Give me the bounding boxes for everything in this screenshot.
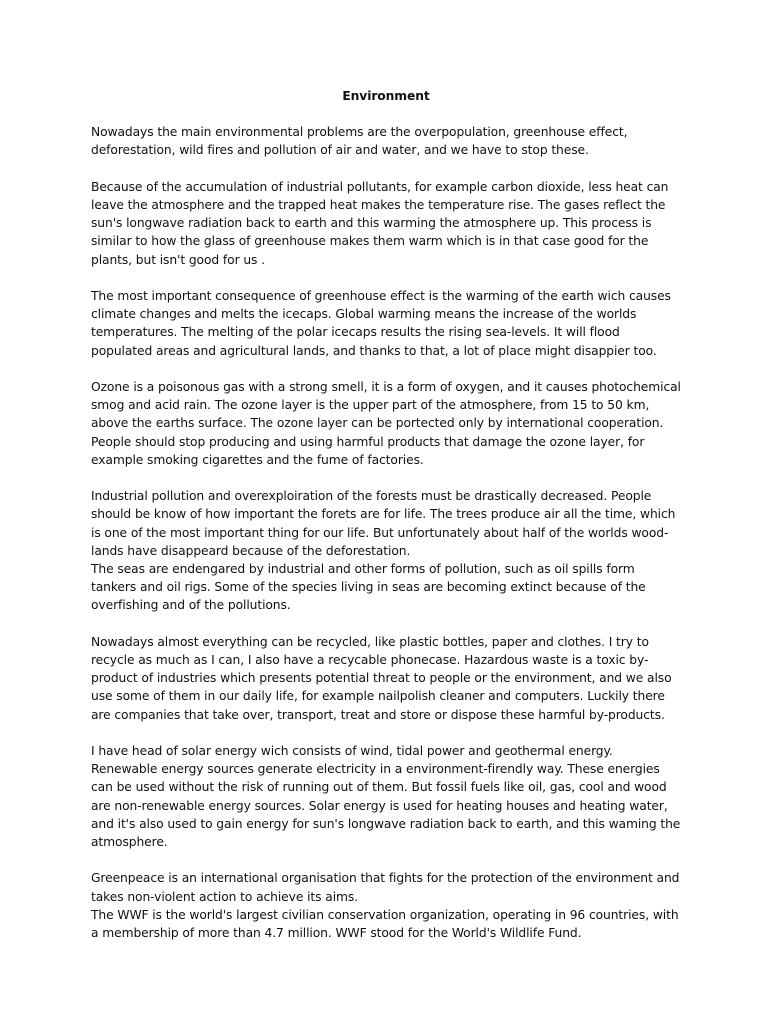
paragraph-forests: Industrial pollution and overexploiration of the forests must be drastically decreased. People should be know of how important the forets are for life. The trees produce air all the time, which is one of the most important thing for our life. But unfortunately about half of the worlds wood-lands have disappeard because of the deforestation. <box>91 489 676 558</box>
paragraph-energy: I have head of solar energy wich consists of wind, tidal power and geothermal energy. Renewable energy sources generate electricity in a environment-firendly way. These energies can be used without the risk of running out of them. But fossil fuels like oil, gas, cool and wood are non-renewable energy sources. Solar energy is used for heating houses and heating water, and it's also used to gain energy for sun's longwave radiation back to earth, and this waming the atmosphere. <box>91 744 681 850</box>
paragraph-greenhouse-consequence: The most important consequence of greenhouse effect is the warming of the earth wich causes climate changes and melts the icecaps. Global warming means the increase of the worlds temperatures. The melting of the polar icecaps results the rising sea-levels. It will flood populated areas and agricultural lands, and thanks to that, a lot of place might disappier too. <box>91 289 671 358</box>
paragraph-seas: The seas are endengared by industrial and other forms of pollution, such as oil spills form tankers and oil rigs. Some of the species living in seas are becoming extinct because of the overfishing and of the pollutions. <box>91 562 646 613</box>
document-title: Environment <box>342 89 430 103</box>
paragraph-wwf: The WWF is the world's largest civilian conservation organization, operating in 96 countries, with a membership of more than 4.7 million. WWF stood for the World's Wildlife Fund. <box>91 907 679 941</box>
paragraph-intro: Nowadays the main environmental problems are the overpopulation, greenhouse effect, deforestation, wild fires and pollution of air and water, and we have to stop these. <box>91 125 628 158</box>
paragraph-greenhouse-cause: Because of the accumulation of industrial pollutants, for example carbon dioxide, less heat can leave the atmosphere and the trapped heat makes the temperature rise. The gases reflect the sun's longwave radiation back to earth and this warming the atmosphere up. This process is similar to how the glass of greenhouse makes them warm which is in that case good for the plants, but isn't good for us . <box>91 179 669 267</box>
paragraph-recycling: Nowadays almost everything can be recycled, like plastic bottles, paper and clothes. I try to recycle as much as I can, I also have a recycable phonecase. Hazardous waste is a toxic by-product of industries which presents potential threat to people or the environment, and we also use some of them in our daily life, for example nailpolish cleaner and computers. Luckily there are companies that take over, transport, treat and store or dispose these harmful by-products. <box>91 634 672 722</box>
document-body <box>91 87 681 960</box>
paragraph-greenpeace: Greenpeace is an international organisation that fights for the protection of the environment and takes non-violent action to achieve its aims. <box>91 871 680 904</box>
paragraph-ozone: Ozone is a poisonous gas with a strong smell, it is a form of oxygen, and it causes photochemical smog and acid rain. The ozone layer is the upper part of the atmosphere, from 15 to 50 km, above the earths surface. The ozone layer can be portected only by international cooperation. People should stop producing and using harmful products that damage the ozone layer, for example smoking cigarettes and the fume of factories. <box>91 380 681 467</box>
